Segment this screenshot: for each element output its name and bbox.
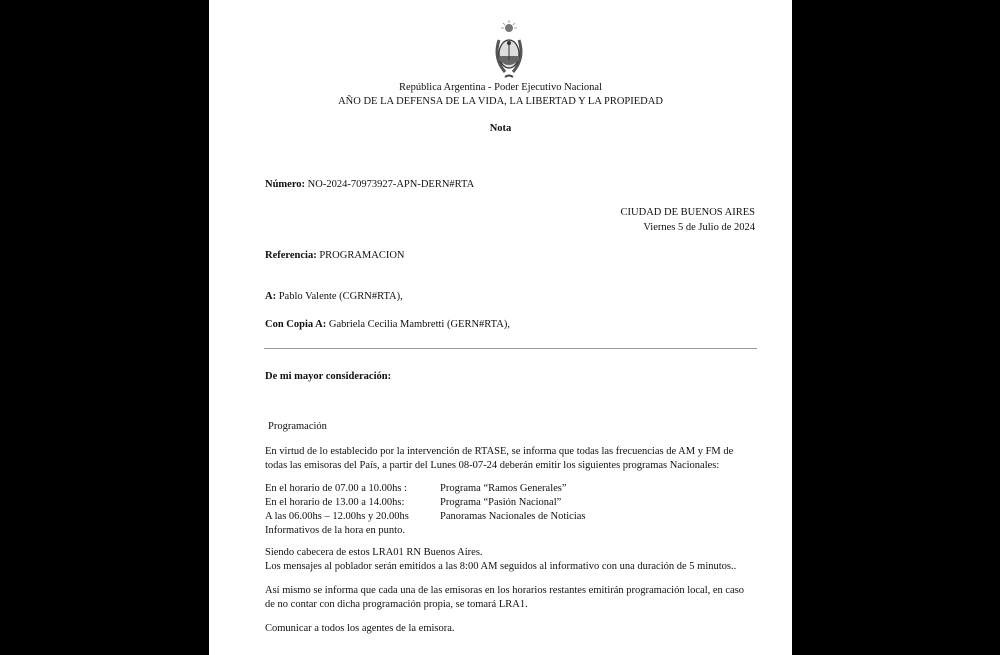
schedule-time: A las 06.00hs – 12.00hs y 20.00hs [265,511,409,522]
greeting: De mi mayor consideración: [265,371,392,382]
subject: Programación [268,421,327,432]
recipient-row [265,290,403,303]
recipient-value: Pablo Valente (CGRN#RTA), [278,291,403,302]
document-type: Nota [489,123,512,134]
schedule-time: En el horario de 13.00 a 14.00hs: [265,497,405,508]
schedule-program: Programa “Ramos Generales” [440,483,567,494]
copy-label: Con Copia A: [265,319,327,330]
paragraph-3-line-2: de no contar con dicha programación propia, se tomará LRA1. [265,599,528,610]
header-line-1: República Argentina - Poder Ejecutivo Nacional [398,82,603,93]
numero-row [265,178,474,191]
schedule-program: Panoramas Nacionales de Noticias [440,511,586,522]
paragraph-2-line-1: Siendo cabecera de estos LRA01 RN Buenos Aires. [265,547,483,558]
numero-value: NO-2024-70973927-APN-DERN#RTA [307,179,475,190]
document-page [209,0,792,655]
date: Viernes 5 de Julio de 2024 [643,222,755,233]
schedule-program: Programa “Pasión Nacional” [440,497,562,508]
copy-row [265,318,510,331]
intro-line-1: En virtud de lo establecido por la intervención de RTASE, se informa que todas las frecuencias de AM y FM de [265,446,734,457]
closing-line: Comunicar a todos los agentes de la emisora. [265,623,455,634]
paragraph-3-line-1: Así mismo se informa que cada una de las emisoras en los horarios restantes emitirán programación local, en caso [265,585,745,596]
referencia-row [265,249,405,262]
header-line-2: AÑO DE LA DEFENSA DE LA VIDA, LA LIBERTAD Y LA PROPIEDAD [338,96,663,107]
schedule-time: En el horario de 07.00 a 10.00hs : [265,483,408,494]
numero-label: Número: [265,179,306,190]
paragraph-2-line-2: Los mensajes al poblador serán emitidos a las 8:00 AM seguidos al informativo con una duración de 5 minutos.. [265,561,737,572]
copy-value: Gabriela Cecilia Mambretti (GERN#RTA), [328,319,510,330]
referencia-value: PROGRAMACION [319,250,405,261]
referencia-label: Referencia: [265,250,317,261]
divider [264,348,757,349]
recipient-label: A: [265,291,277,302]
schedule-note: Informativos de la hora en punto. [265,525,405,536]
argentina-coat-of-arms-icon [491,20,527,80]
intro-line-2: todas las emisoras del País, a partir del Lunes 08-07-24 deberán emitir los siguientes programas Nacionales: [265,460,720,471]
city: CIUDAD DE BUENOS AIRES [620,207,755,218]
